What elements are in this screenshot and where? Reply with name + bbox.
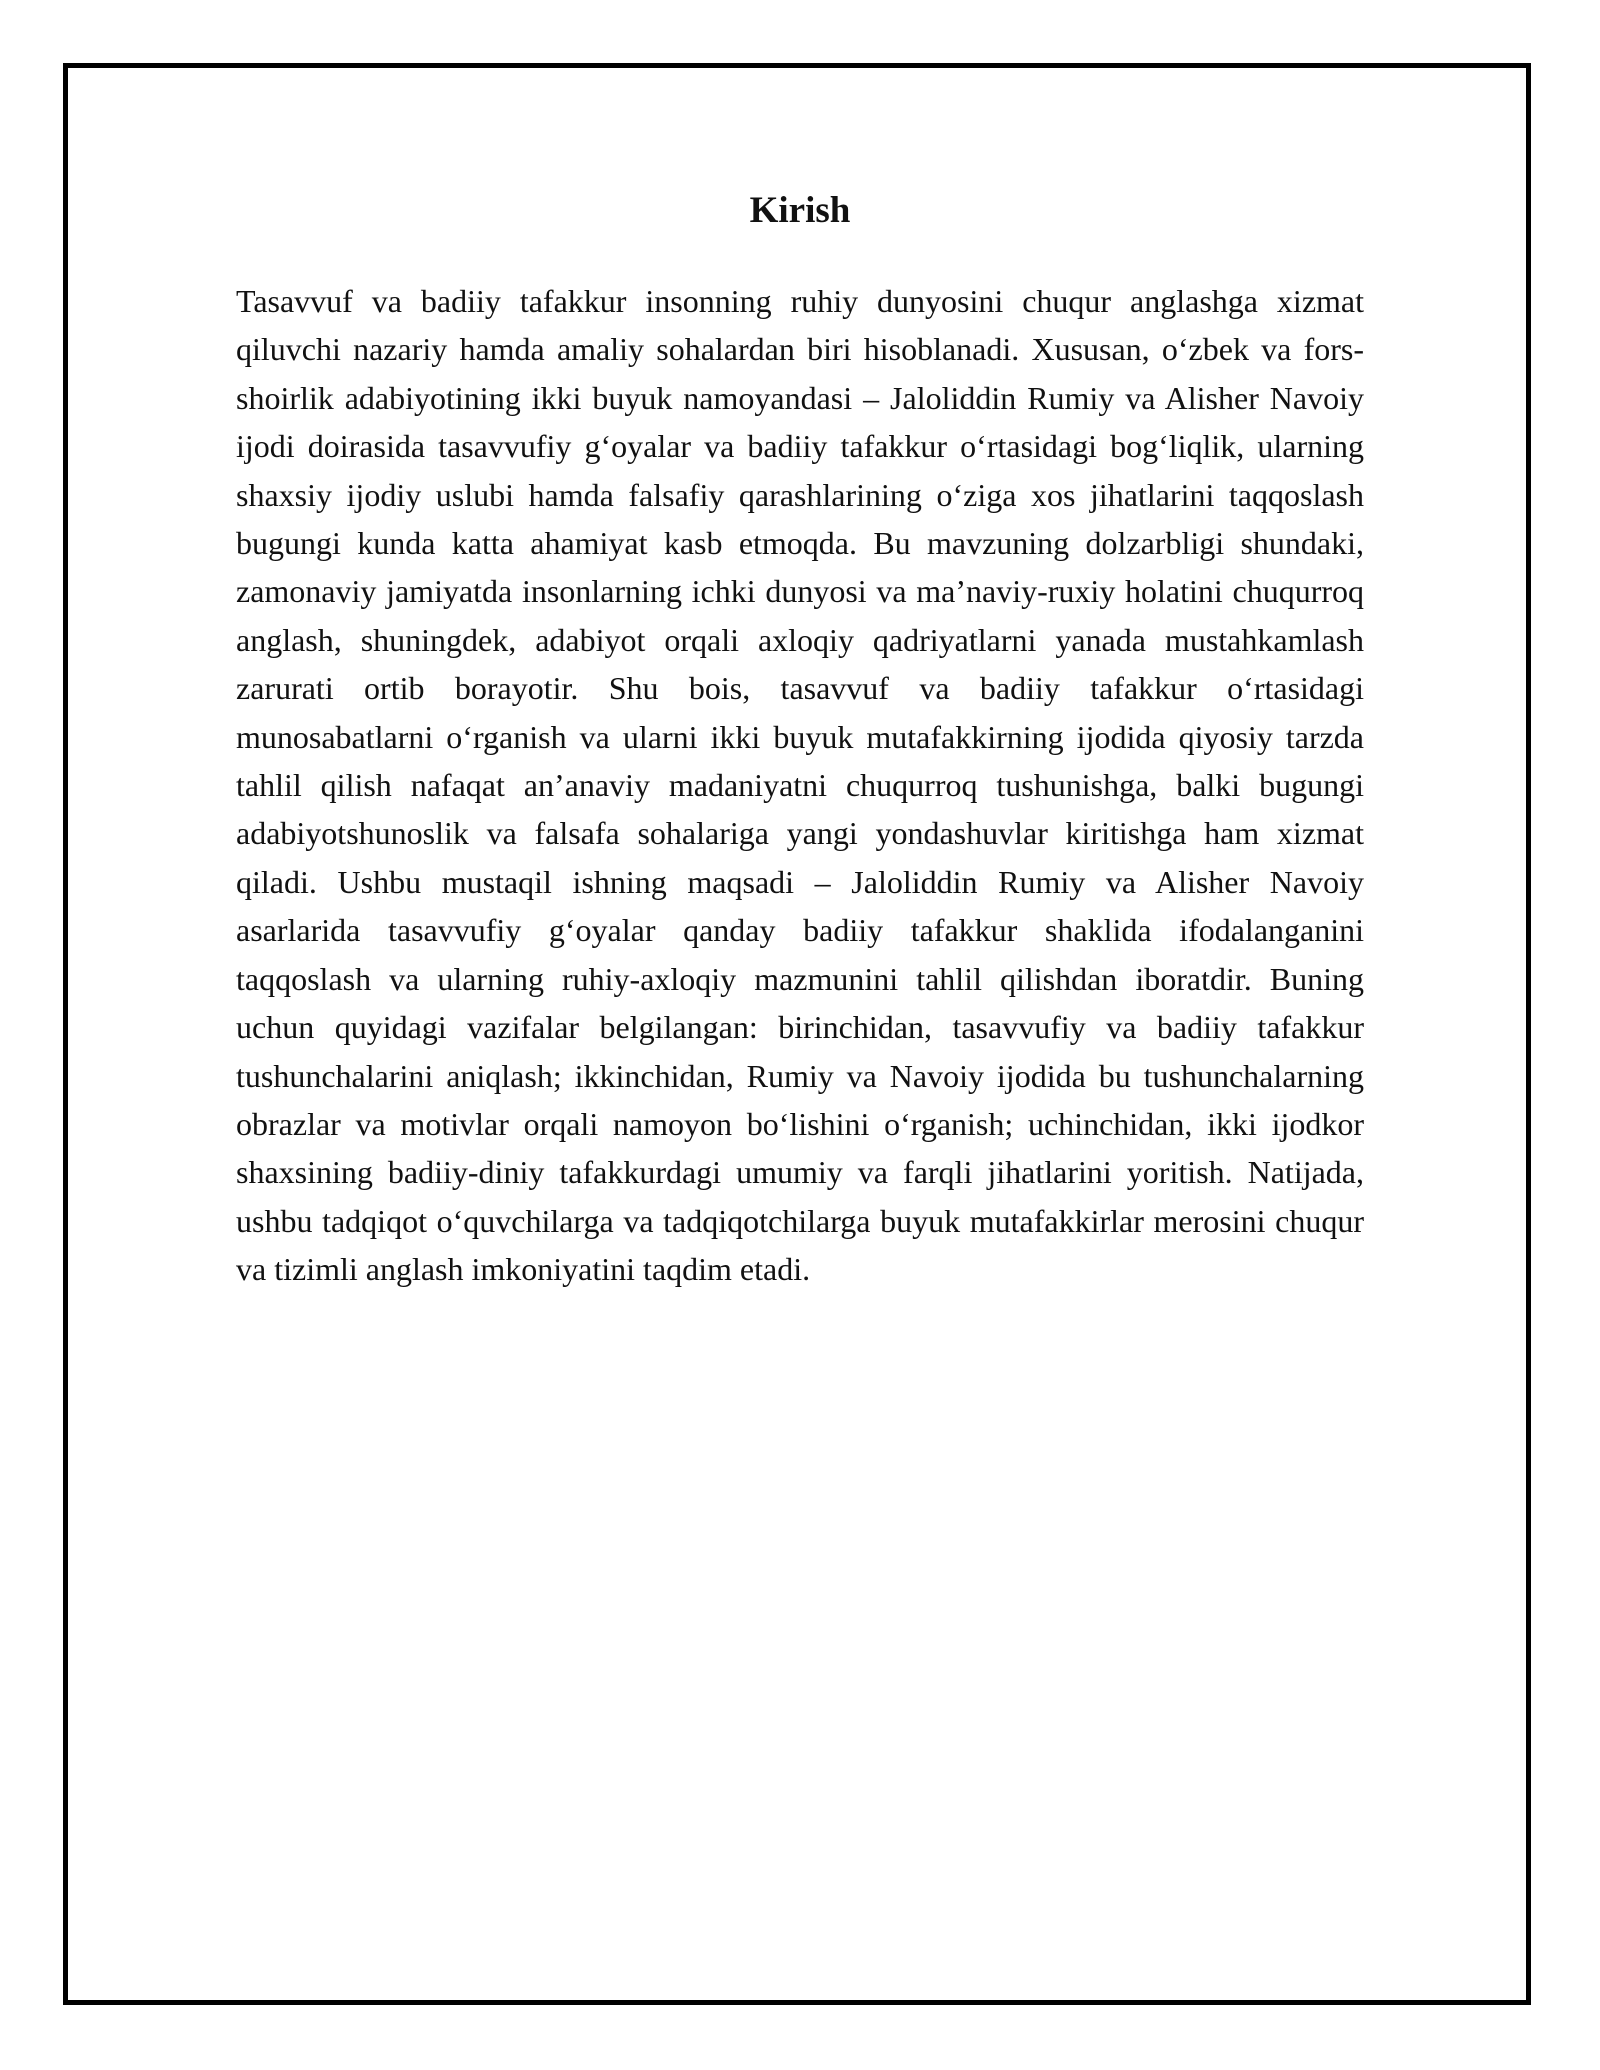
body-paragraph: Tasavvuf va badiiy tafakkur insonning ruhiy dunyosini chuqur anglashga xizmat qiluvchi nazariy hamda amaliy sohalardan biri hisoblanadi. Xususan, o‘zbek va fors-shoirlik adabiyotining ikki buyuk namoyandasi – Jaloliddin Rumiy va Alisher Navoiy ijodi doirasida tasavvufiy g‘oyalar va badiiy tafakkur o‘rtasidagi bog‘liqlik, ularning shaxsiy ijodiy uslubi hamda falsafiy qarashlarining o‘ziga xos jihatlarini taqqoslash bugungi kunda katta ahamiyat kasb etmoqda. Bu mavzuning dolzarbligi shundaki, zamonaviy jamiyatda insonlarning ichki dunyosi va ma’naviy-ruxiy holatini chuqurroq anglash, shuningdek, adabiyot orqali axloqiy qadriyatlarni yanada mustahkamlash zarurati ortib borayotir. Shu bois, tasavvuf va badiiy tafakkur o‘rtasidagi munosabatlarni o‘rganish va ularni ikki buyuk mutafakkirning ijodida qiyosiy tarzda tahlil qilish nafaqat an’anaviy madaniyatni chuqurroq tushunishga, balki bugungi adabiyotshunoslik va falsafa sohalariga yangi yondashuvlar kiritishga ham xizmat qiladi. Ushbu mustaqil ishning maqsadi – Jaloliddin Rumiy va Alisher Navoiy asarlarida tasavvufiy g‘oyalar qanday badiiy tafakkur shaklida ifodalanganini taqqoslash va ularning ruhiy-axloqiy mazmunini tahlil qilishdan iboratdir. Buning uchun quyidagi vazifalar belgilangan: birinchidan, tasavvufiy va badiiy tafakkur tushunchalarini aniqlash; ikkinchidan, Rumiy va Navoiy ijodida bu tushunchalarning obrazlar va motivlar orqali namoyon bo‘lishini o‘rganish; uchinchidan, ikki ijodkor shaxsining badiiy-diniy tafakkurdagi umumiy va farqli jihatlarini yoritish. Natijada, ushbu tadqiqot o‘quvchilarga va tadqiqotchilarga buyuk mutafakkirlar merosini chuqur va tizimli anglash imkoniyatini taqdim etadi.: [236, 283, 1364, 1288]
page-title: Kirish: [749, 190, 851, 231]
document-content: [236, 185, 1364, 1294]
